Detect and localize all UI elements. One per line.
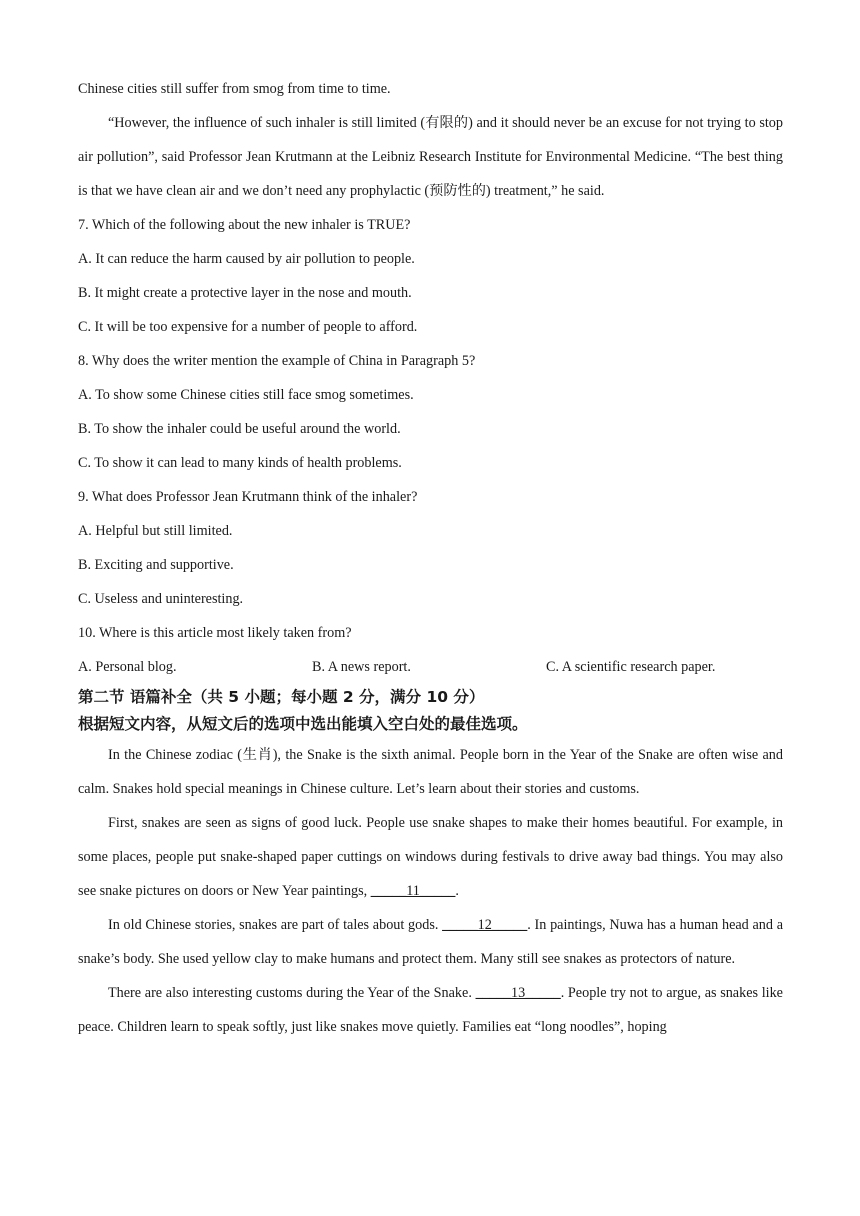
cloze-paragraph-1: In the Chinese zodiac (生肖), the Snake is the sixth animal. People born in the Year of the Snake are often wise and calm. Snakes hold special meanings in Chinese culture. Let’s learn about their stories and customs. bbox=[78, 747, 783, 797]
option-c: C. A scientific research paper. bbox=[546, 659, 716, 675]
cloze-paragraph-4 bbox=[78, 976, 783, 1044]
paragraph-text: In old Chinese stories, snakes are part of tales about gods. bbox=[108, 917, 443, 933]
paragraph-text: . bbox=[455, 883, 459, 899]
blank-13: _____13_____ bbox=[475, 985, 561, 1001]
option-b: B. It might create a protective layer in the nose and mouth. bbox=[78, 285, 412, 301]
option-b: B. Exciting and supportive. bbox=[78, 557, 234, 573]
question-9 bbox=[78, 480, 783, 616]
paragraph-text: . In paintings, Nuwa has a human head and a snake’s body. She used yellow clay to make humans and protect them. Many still see snakes as protectors of nature. bbox=[78, 917, 783, 967]
page-content bbox=[78, 72, 783, 1044]
paragraph-text: First, snakes are seen as signs of good luck. People use snake shapes to make their homes beautiful. For example, in some places, people put snake-shaped paper cuttings on windows during festivals to drive away bad things. You may also see snake pictures on doors or New Year paintings, bbox=[78, 815, 783, 899]
section-title: 第二节 语篇补全（共 5 小题；每小题 2 分，满分 10 分） bbox=[78, 688, 485, 706]
paragraph-text: There are also interesting customs during the Year of the Snake. bbox=[108, 985, 476, 1001]
option-b: B. To show the inhaler could be useful around the world. bbox=[78, 421, 401, 437]
section-instruction: 根据短文内容，从短文后的选项中选出能填入空白处的最佳选项。 bbox=[78, 715, 528, 733]
option-a: A. Helpful but still limited. bbox=[78, 523, 233, 539]
cloze-paragraph-3 bbox=[78, 908, 783, 976]
option-a: A. To show some Chinese cities still face smog sometimes. bbox=[78, 387, 414, 403]
option-a: A. It can reduce the harm caused by air pollution to people. bbox=[78, 251, 415, 267]
option-a: A. Personal blog. bbox=[78, 659, 177, 675]
option-c: C. Useless and uninteresting. bbox=[78, 591, 244, 607]
cloze-paragraph-2 bbox=[78, 806, 783, 908]
option-c: C. It will be too expensive for a number of people to afford. bbox=[78, 319, 418, 335]
question-stem: 8. Why does the writer mention the example of China in Paragraph 5? bbox=[78, 353, 476, 369]
option-b: B. A news report. bbox=[312, 659, 411, 675]
blank-11: _____11_____ bbox=[370, 883, 456, 899]
question-8 bbox=[78, 344, 783, 480]
blank-12: _____12_____ bbox=[442, 917, 528, 933]
options-row bbox=[78, 650, 783, 684]
question-stem: 9. What does Professor Jean Krutmann think of the inhaler? bbox=[78, 489, 418, 505]
question-10 bbox=[78, 616, 783, 684]
paragraph-text: . People try not to argue, as snakes like peace. Children learn to speak softly, just like snakes move quietly. Families eat “long noodles”, hoping bbox=[78, 985, 783, 1035]
question-stem: 10. Where is this article most likely taken from? bbox=[78, 625, 352, 641]
passage-paragraph: “However, the influence of such inhaler is still limited (有限的) and it should never be an excuse for not trying to stop air pollution”, said Professor Jean Krutmann at the Leibniz Research Institute for Environmental Medicine. “The best thing is that we have clean air and we don’t need any prophylactic (预防性的) treatment,” he said. bbox=[78, 115, 783, 199]
option-c: C. To show it can lead to many kinds of health problems. bbox=[78, 455, 402, 471]
question-stem: 7. Which of the following about the new inhaler is TRUE? bbox=[78, 217, 411, 233]
passage-text: Chinese cities still suffer from smog from time to time. bbox=[78, 81, 391, 97]
question-7 bbox=[78, 208, 783, 344]
